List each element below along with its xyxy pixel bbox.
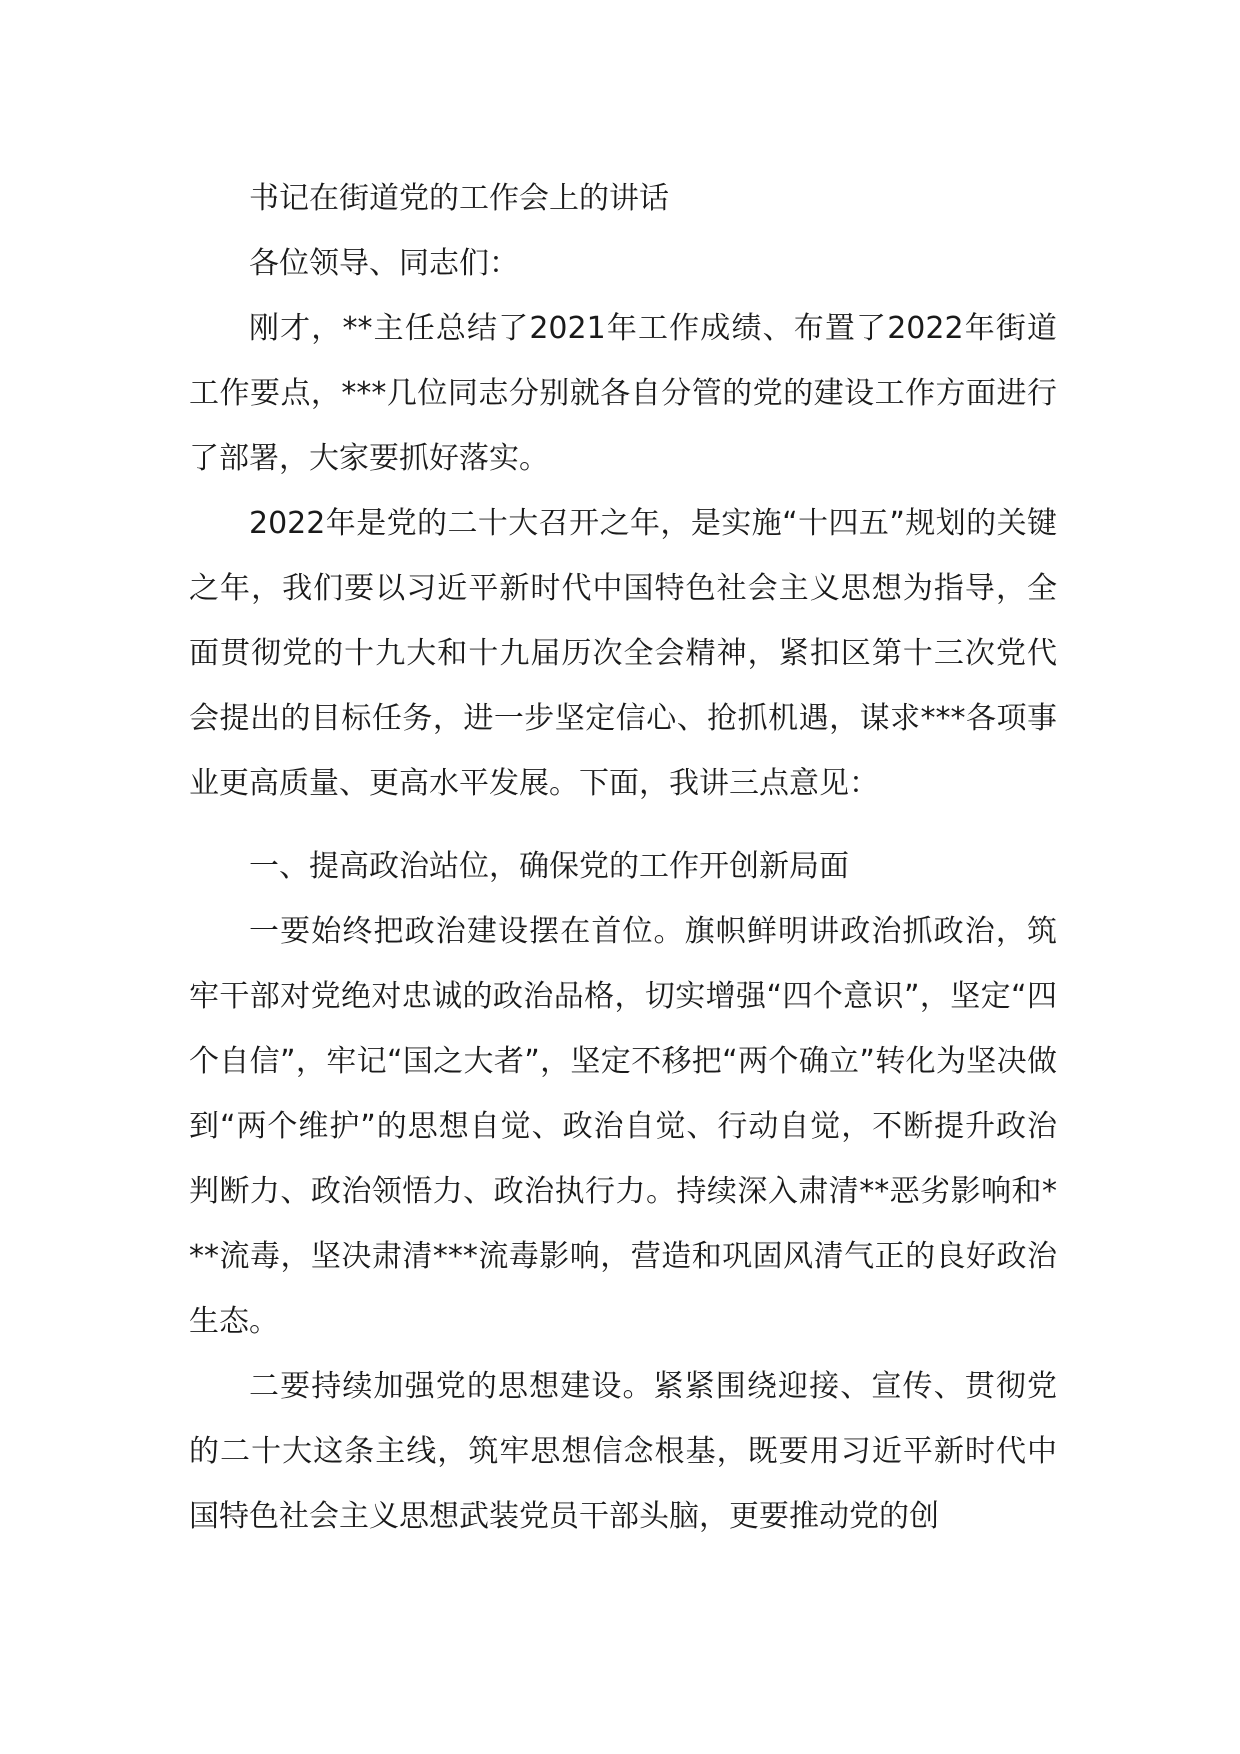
paragraph-section-2: 二要持续加强党的思想建设。紧紧围绕迎接、宣传、贯彻党的二十大这条主线，筑牢思想信念根基，既要用习近平新时代中国特色社会主义思想武装党员干部头脑，更要推动党的创 [189, 1369, 1057, 1534]
salutation: 各位领导、同志们： [249, 246, 519, 281]
document-title: 书记在街道党的工作会上的讲话 [249, 181, 669, 216]
document-body [189, 166, 1057, 1549]
paragraph-intro-1: 刚才，**主任总结了2021年工作成绩、布置了2022年街道工作要点，***几位同志分别就各自分管的党的建设工作方面进行了部署，大家要抓好落实。 [189, 311, 1057, 476]
section-heading: 一、提高政治站位，确保党的工作开创新局面 [249, 849, 849, 884]
paragraph-section-1: 一要始终把政治建设摆在首位。旗帜鲜明讲政治抓政治，筑牢干部对党绝对忠诚的政治品格，切实增强“四个意识”，坚定“四个自信”，牢记“国之大者”，坚定不移把“两个确立”转化为坚决做到“两个维护”的思想自觉、政治自觉、行动自觉，不断提升政治判断力、政治领悟力、政治执行力。持续深入肃清**恶劣影响和***流毒，坚决肃清***流毒影响，营造和巩固风清气正的良好政治生态。 [189, 914, 1057, 1339]
section-spacer [189, 816, 1057, 834]
paragraph-intro-2: 2022年是党的二十大召开之年，是实施“十四五”规划的关键之年，我们要以习近平新时代中国特色社会主义思想为指导，全面贯彻党的十九大和十九届历次全会精神，紧扣区第十三次党代会提出的目标任务，进一步坚定信心、抢抓机遇，谋求***各项事业更高质量、更高水平发展。下面，我讲三点意见： [189, 506, 1057, 801]
